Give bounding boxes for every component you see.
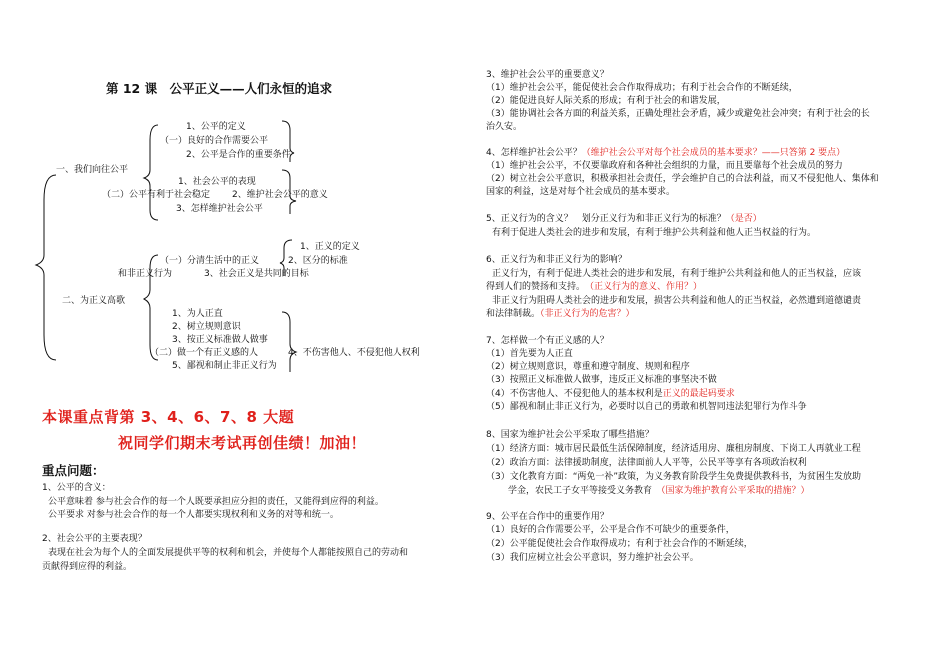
q4-row	[486, 148, 845, 159]
outline-s2-p1-item-1: 1、正义的定义	[300, 242, 360, 252]
outline-s1-p1-item-1: 1、公平的定义	[186, 122, 246, 132]
q8-note: （国家为维护教育公平采取的措施？）	[661, 486, 810, 496]
q5-row	[486, 214, 762, 225]
q7-question: 7、怎样做一个有正义感的人？	[486, 336, 609, 346]
q4-answer-2: （2）树立社会公平意识，积极承担社会责任，学会维护自己的合法利益，而又不侵犯他人、集体和	[486, 174, 879, 184]
q7-answer-4-row	[486, 389, 735, 400]
q7-answer-4: （4）不伤害他人、不侵犯他人的基本权利是	[486, 389, 663, 399]
outline-s2-p1-item-2: 2、区分的标准	[288, 256, 348, 266]
outline-s2-p2-item-3: 3、按正义标准做人做事	[172, 335, 268, 345]
q4-note: （维护社会公平对每个社会成员的基本要求？——只答第 2 要点）	[581, 148, 846, 158]
q8-question: 8、国家为维护社会公平采取了哪些措施？	[486, 430, 654, 440]
qa-heading: 重点问题：	[42, 463, 105, 478]
q2-answer-1: 表现在社会为每个人的全面发展提供平等的权利和机会，并使每个人都能按照自己的劳动和	[48, 548, 409, 558]
outline-s1-p2-item-1: 1、社会公平的表现	[178, 177, 256, 187]
outline-s1-p2-item-2: 2、维护社会公平的意义	[232, 190, 328, 200]
q4-answer-3: 国家的利益，这是对每个社会成员的基本要求。	[486, 187, 676, 197]
q5-note: （是否）	[725, 214, 762, 224]
q6-answer-2-row	[486, 282, 702, 293]
q7-answer-3: （3）按照正义标准做人做事，违反正义标准的事坚决不做	[486, 375, 717, 385]
q6-answer-4-row	[486, 309, 635, 320]
q6-note-1: （正义行为的意义、作用？）	[589, 282, 703, 292]
q3-question: 3、维护社会公平的重要意义？	[486, 70, 609, 80]
outline-s2-p1-label-2: 和非正义行为	[118, 269, 173, 279]
q2-answer-2: 贡献得到应得的利益。	[42, 562, 133, 572]
q8-answer-1: （1）经济方面：城市居民最低生活保障制度，经济适用房、廉租房制度、下岗工人再就业工程	[486, 444, 861, 454]
q9-question: 9、公平在合作中的重要作用？	[486, 512, 609, 522]
q9-answer-3: （3）我们应树立社会公平意识，努力维护社会公平。	[486, 553, 699, 563]
q8-answer-2: （2）政治方面：法律援助制度，法律面前人人平等，公民平等享有各项政治权利	[486, 458, 807, 468]
outline-section-2: 二、为正义高歌	[62, 296, 126, 306]
q8-answer-3: （3）文化教育方面：“两免一补”政策，为义务教育阶段学生免费提供教科书，为贫困生发放助	[486, 472, 862, 482]
q8-answer-4: 学金，农民工子女平等接受义务教育	[508, 486, 653, 496]
q1-answer-1: 公平意味着 参与社会合作的每一个人既要承担应分担的责任，又能得到应得的利益。	[48, 497, 384, 507]
outline-s1-p2-item-3: 3、怎样维护社会公平	[176, 204, 263, 214]
q9-answer-2: （2）公平能促使社会合作取得成功；有利于社会合作的不断延续，	[486, 539, 753, 549]
outline-s2-p2-label: （二）做一个有正义感的人	[150, 348, 259, 358]
q6-note-2: （非正义行为的危害？）	[540, 309, 635, 319]
q8-answer-4-row	[508, 486, 810, 497]
q1-answer-2: 公平要求 对参与社会合作的每一个人都要实现权利和义务的对等和统一。	[48, 510, 339, 520]
q3-answer-3: （3）能协调社会各方面的利益关系，正确处理社会矛盾，减少或避免社会冲突；有利于社会的长	[486, 109, 870, 119]
q3-answer-1: （1）维护社会公平，能促使社会合作取得成功；有利于社会合作的不断延续，	[486, 83, 798, 93]
outline-s2-p1-label: （一）分清生活中的正义	[160, 256, 260, 266]
q7-answer-4-key: 正义的最起码要求	[662, 389, 735, 399]
q6-answer-4: 和法律制裁。	[486, 309, 541, 319]
q4-question: 4、怎样维护社会公平？	[486, 148, 582, 158]
q7-answer-1: （1）首先要为人正直	[486, 349, 573, 359]
exam-wish: 祝同学们期末考试再创佳绩！加油！	[118, 434, 367, 452]
q9-answer-1: （1）良好的合作需要公平，公平是合作不可缺少的重要条件，	[486, 525, 735, 535]
outline-s2-p2-item-5: 5、鄙视和制止非正义行为	[172, 361, 277, 371]
q6-answer-2: 得到人们的赞扬和支持。	[486, 282, 581, 292]
q3-answer-2: （2）能促进良好人际关系的形成；有利于社会的和谐发展，	[486, 96, 726, 106]
q7-answer-5: （5）鄙视和制止非正义行为，必要时以自己的勇敢和机智同违法犯罪行为作斗争	[486, 402, 807, 412]
key-points-highlight: 本课重点背第 3、4、6、7、8 大题	[42, 408, 295, 426]
q5-question: 5、正义行为的含义？ 划分正义行为和非正义行为的标准？	[486, 214, 726, 224]
outline-s1-p2-label: （二）公平有利于社会稳定	[102, 190, 211, 200]
q5-answer-1: 有利于促进人类社会的进步和发展，有利于维护公共利益和他人正当权益的行为。	[492, 228, 817, 238]
outline-s1-p1-item-2: 2、公平是合作的重要条件	[186, 150, 291, 160]
outline-s2-p2-item-1: 1、为人正直	[172, 309, 223, 319]
q2-question: 2、社会公平的主要表现？	[42, 534, 147, 544]
outline-s2-p2-side: 4、不伤害他人、不侵犯他人权利	[288, 348, 420, 358]
outline-section-1: 一、我们向往公平	[56, 165, 129, 175]
outline-s2-p2-item-2: 2、树立规则意识	[172, 322, 241, 332]
outline-s2-p1-item-3: 3、社会正义是共同的目标	[204, 269, 309, 279]
q3-answer-4: 治久安。	[486, 122, 523, 132]
q6-answer-3: 非正义行为阻碍人类社会的进步和发展，损害公共利益和他人的正当权益，必然遭到道德谴责	[492, 296, 862, 306]
page-title: 第 12 课 公平正义——人们永恒的追求	[106, 81, 333, 96]
q4-answer-1: （1）维护社会公平，不仅要靠政府和各种社会组织的力量，而且要靠每个社会成员的努力	[486, 161, 843, 171]
q7-answer-2: （2）树立规则意识，尊重和遵守制度、规则和程序	[486, 362, 690, 372]
q1-question: 1、公平的含义：	[42, 483, 111, 493]
q6-answer-1: 正义行为，有利于促进人类社会的进步和发展，有利于维护公共利益和他人的正当权益，应该	[492, 269, 862, 279]
outline-s1-p1-label: （一）良好的合作需要公平	[160, 136, 269, 146]
q6-question: 6、正义行为和非正义行为的影响？	[486, 255, 627, 265]
